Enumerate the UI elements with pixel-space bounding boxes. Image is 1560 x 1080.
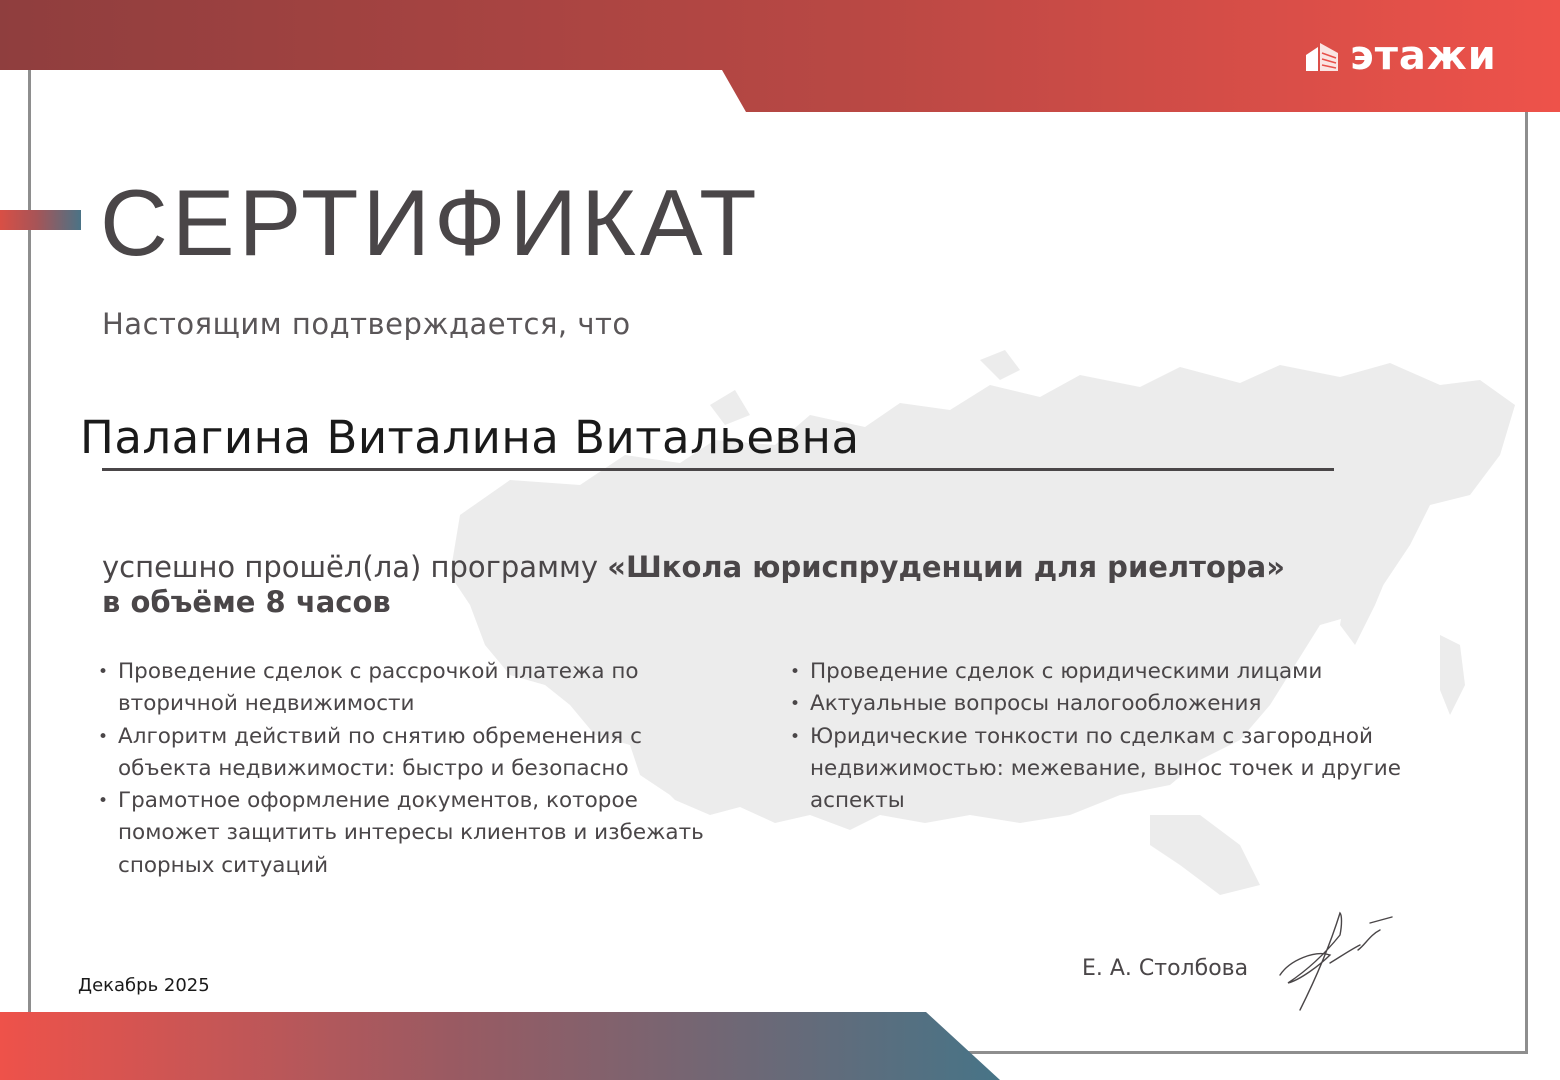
program-hours: в объёме 8 часов (102, 585, 391, 619)
side-accent-bar (0, 210, 81, 230)
brand-name: этажи (1350, 33, 1497, 79)
topic-item: • Актуальные вопросы налогообложения (790, 688, 1430, 720)
certificate-title: СЕРТИФИКАТ (100, 170, 761, 275)
brand-logo (1304, 34, 1497, 78)
topic-item: • Юридические тонкости по сделкам с загородной недвижимостью: межевание, вынос точек и другие аспекты (790, 721, 1430, 818)
signature-icon (1270, 905, 1400, 1020)
program-prefix: успешно прошёл(ла) программу (102, 550, 608, 584)
program-name: «Школа юриспруденции для риелтора» (607, 550, 1285, 584)
signer-name: Е. А. Столбова (1082, 956, 1249, 981)
topic-item: • Проведение сделок с юридическими лицами (790, 656, 1430, 688)
topic-item: • Проведение сделок с рассрочкой платежа по вторичной недвижимости (98, 656, 738, 721)
topics-list-left (98, 656, 738, 882)
topic-item: • Грамотное оформление документов, которое поможет защитить интересы клиентов и избежать спорных ситуаций (98, 785, 738, 882)
topic-item: • Алгоритм действий по снятию обременения с объекта недвижимости: быстро и безопасно (98, 721, 738, 786)
issue-date: Декабрь 2025 (78, 975, 210, 996)
topics-list-right (790, 656, 1430, 817)
certificate-subtitle: Настоящим подтверждается, что (102, 307, 631, 341)
building-icon (1304, 41, 1340, 71)
recipient-name: Палагина Виталина Витальевна (80, 411, 860, 464)
program-description (102, 550, 1402, 620)
recipient-underline (102, 468, 1334, 471)
bottom-decorative-band (0, 1010, 1560, 1080)
